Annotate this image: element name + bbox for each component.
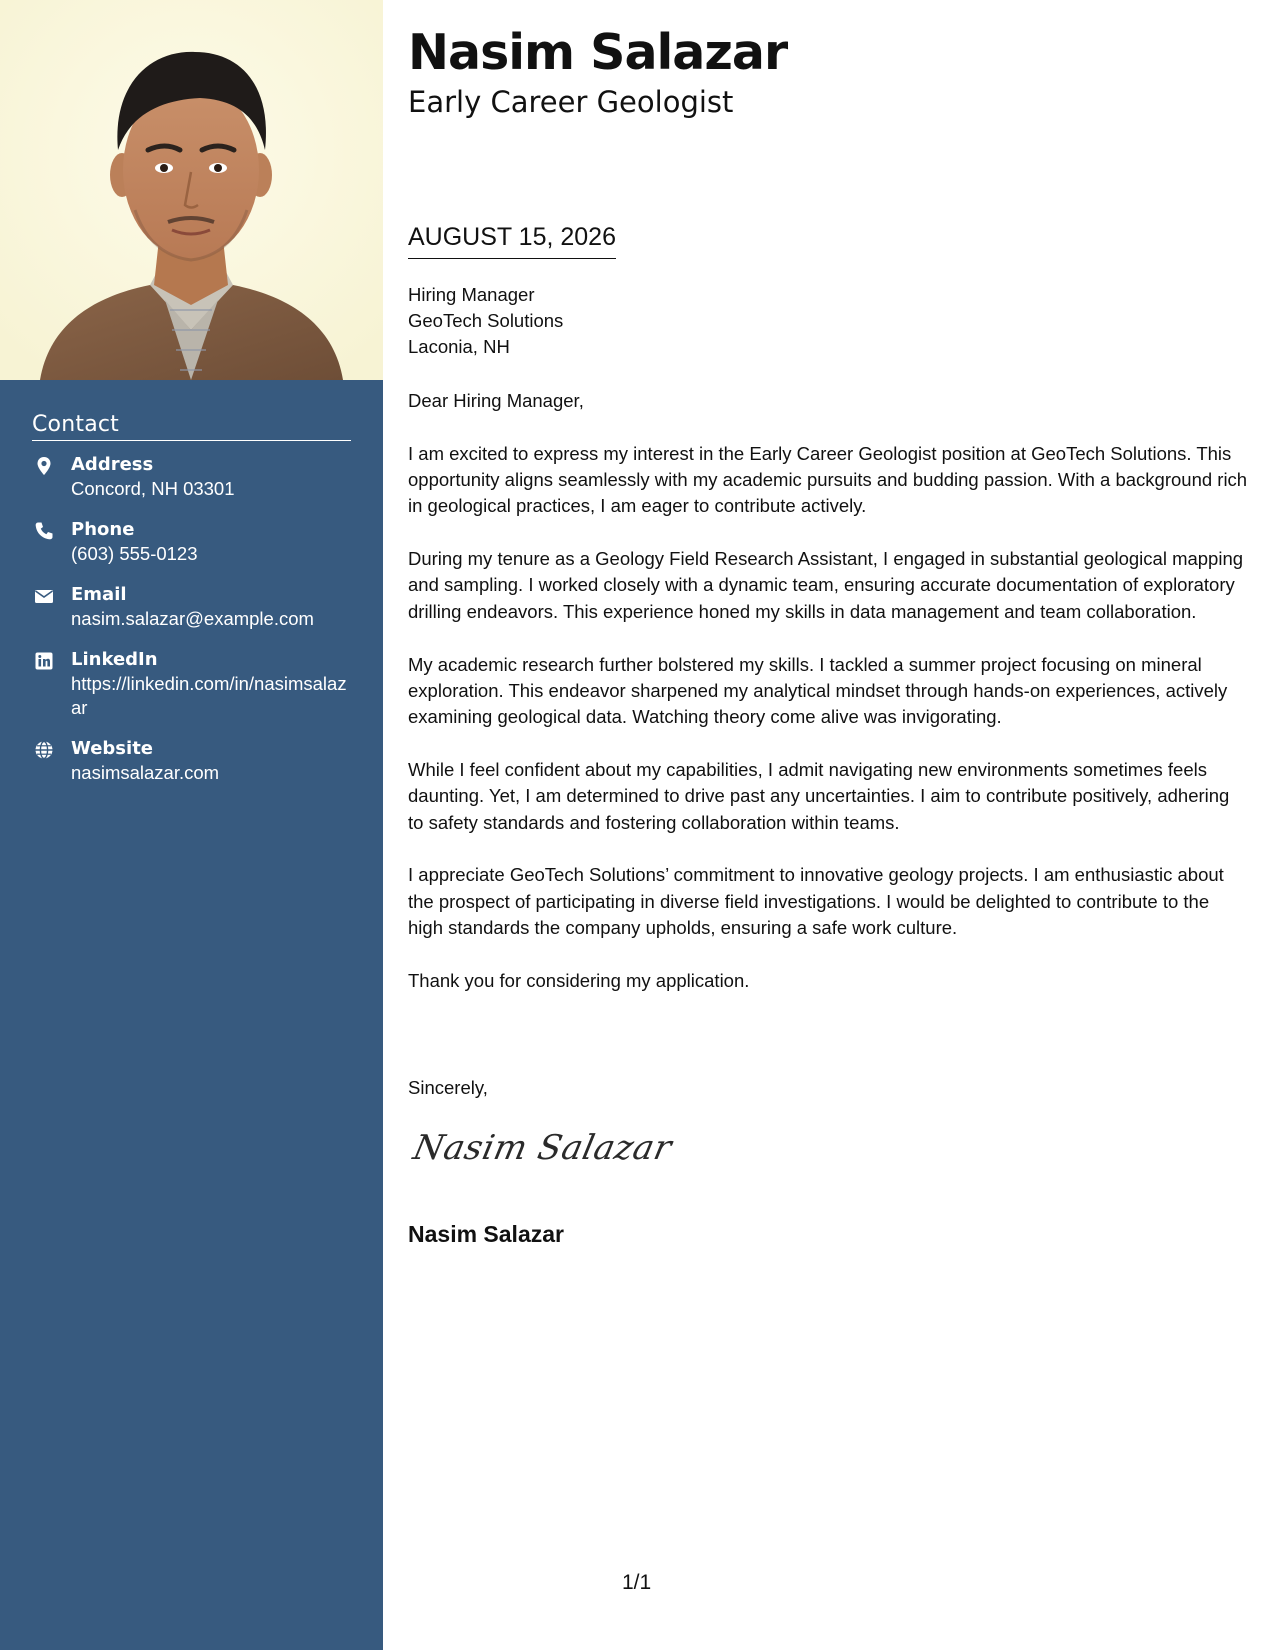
email-label: Email <box>71 584 127 605</box>
envelope-icon <box>34 586 54 606</box>
contact-section <box>32 412 351 802</box>
website-value[interactable]: nasimsalazar.com <box>71 762 220 783</box>
signer-name: Nasim Salazar <box>408 1221 564 1247</box>
recipient-block <box>408 282 563 360</box>
sidebar <box>0 0 383 1650</box>
linkedin-label: LinkedIn <box>71 649 158 670</box>
salutation: Dear Hiring Manager, <box>408 390 584 411</box>
address-label: Address <box>71 454 154 475</box>
contact-website <box>32 737 351 785</box>
page-number: 1/1 <box>622 1571 652 1594</box>
phone-label: Phone <box>71 519 135 540</box>
handwritten-signature: Nasim Salazar <box>409 1128 676 1168</box>
paragraph: I am excited to express my interest in the Early Career Geologist position at GeoTech Solutions. This opportunity aligns seamlessly with my academic pursuits and budding passion. With a background rich in geological practices, I am eager to contribute actively. <box>408 442 1248 517</box>
recipient-company: GeoTech Solutions <box>408 310 564 331</box>
applicant-title: Early Career Geologist <box>408 85 734 119</box>
letter-paragraphs <box>408 388 1248 1021</box>
linkedin-value[interactable]: https://linkedin.com/in/nasimsalazar <box>71 673 347 718</box>
paragraph: My academic research further bolstered my skills. I tackled a summer project focusing on mineral exploration. This endeavor sharpened my analytical mindset through hands-on experiences, actively examining geological data. Watching theory come alive was invigorating. <box>408 653 1228 728</box>
recipient-line: Hiring Manager <box>408 284 535 305</box>
contact-phone <box>32 518 351 566</box>
closing: Sincerely, <box>408 1077 488 1098</box>
paragraph: I appreciate GeoTech Solutions’ commitment to innovative geology projects. I am enthusiastic about the prospect of participating in diverse field investigations. I would be delighted to contribute to the high standards the company upholds, ensuring a safe work culture. <box>408 864 1224 938</box>
phone-icon <box>34 521 54 541</box>
thank-you-line: Thank you for considering my application. <box>408 969 750 991</box>
recipient-location: Laconia, NH <box>408 336 510 357</box>
contact-heading: Contact <box>32 412 351 441</box>
linkedin-icon <box>34 651 54 671</box>
globe-icon <box>34 740 54 760</box>
phone-value: (603) 555-0123 <box>71 543 198 564</box>
email-value[interactable]: nasim.salazar@example.com <box>71 608 314 629</box>
paragraph: During my tenure as a Geology Field Research Assistant, I engaged in substantial geological mapping and sampling. I worked closely with a dynamic team, ensuring accurate documentation of exploratory drilling endeavors. This experience honed my skills in data management and team collaboration. <box>408 548 1244 622</box>
website-label: Website <box>71 738 154 759</box>
contact-address <box>32 453 351 501</box>
address-value: Concord, NH 03301 <box>71 478 235 499</box>
letter-date: AUGUST 15, 2026 <box>408 222 616 259</box>
contact-email <box>32 583 351 631</box>
contact-linkedin <box>32 648 351 720</box>
map-pin-icon <box>34 456 54 476</box>
applicant-name: Nasim Salazar <box>408 24 788 81</box>
profile-photo <box>0 0 383 380</box>
paragraph: While I feel confident about my capabilities, I admit navigating new environments sometimes feels daunting. Yet, I am determined to drive past any uncertainties. I aim to contribute positively, adhering to safety standards and fostering collaboration within teams. <box>408 758 1230 833</box>
